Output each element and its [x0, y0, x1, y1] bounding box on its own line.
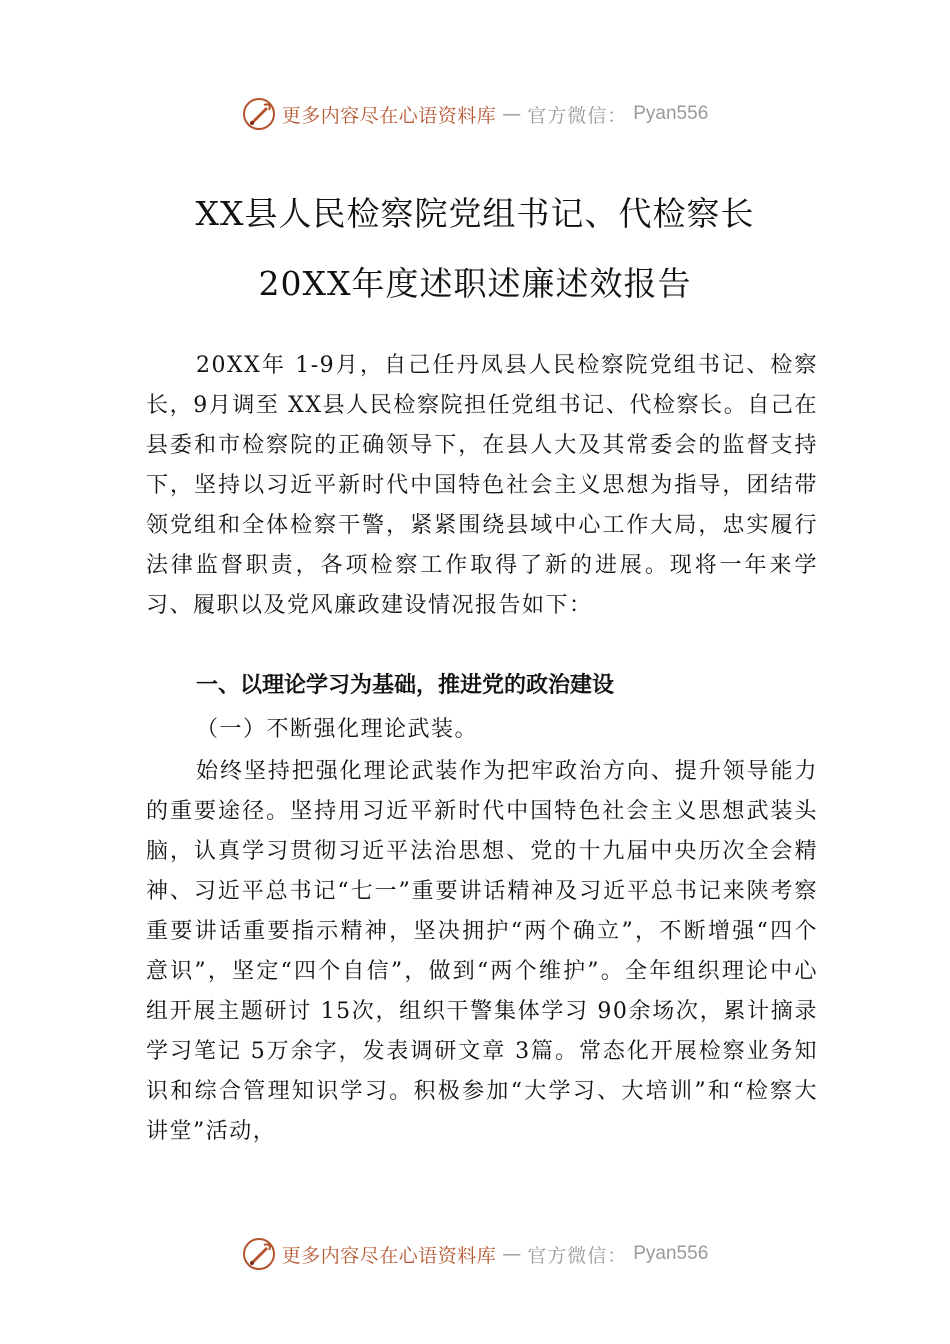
watermark-wechat-label: 官方微信： [527, 1244, 628, 1267]
subsection-1-heading: （一）不断强化理论武装。 [196, 717, 479, 742]
watermark-brand-text: 更多内容尽在心语资料库 [281, 1244, 497, 1267]
watermark-brand-text: 更多内容尽在心语资料库 [281, 104, 497, 127]
watermark-wechat-id: Pyan556 [633, 1243, 709, 1264]
quill-pen-logo-icon [242, 97, 276, 131]
intro-paragraph: 20XX年 1-9月，自己任丹凤县人民检察院党组书记、检察长，9月调至 XX县人民检察院担任党组书记、代检察长。自己在县委和市检察院的正确领导下，在县人大及其常委会的监督支持下，坚持以习近平新时代中国特色社会主义思想为指导，团结带领党组和全体检察干警，紧紧围绕县域中心工作大局，忠实履行法律监督职责，各项检察工作取得了新的进展。现将一年来学习、履职以及党风廉政建设情况报告如下： [146, 353, 818, 618]
watermark-wechat-id: Pyan556 [633, 103, 709, 124]
subsection-1-paragraph: 始终坚持把强化理论武装作为把牢政治方向、提升领导能力的重要途径。坚持用习近平新时代中国特色社会主义思想武装头脑，认真学习贯彻习近平法治思想、党的十九届中央历次全会精神、习近平总书记“七一”重要讲话精神及习近平总书记来陕考察重要讲话重要指示精神，坚决拥护“两个确立”，不断增强“四个意识”，坚定“四个自信”，做到“两个维护”。全年组织理论中心组开展主题研讨 15次，组织干警集体学习 90余场次，累计摘录学习笔记 5万余字，发表调研文章 3篇。常态化开展检察业务知识和综合管理知识学习。积极参加“大学习、大培训”和“检察大讲堂”活动， [146, 759, 818, 1144]
section-1-heading: 一、以理论学习为基础，推进党的政治建设 [196, 673, 615, 698]
document-title-line-1: XX县人民检察院党组书记、代检察长 [195, 194, 755, 233]
watermark-separator: — [502, 1243, 522, 1265]
watermark-separator: — [502, 103, 522, 125]
quill-pen-logo-icon [242, 1237, 276, 1271]
header-watermark [0, 94, 950, 134]
footer-watermark [0, 1234, 950, 1274]
watermark-wechat-label: 官方微信： [527, 104, 628, 127]
document-title-line-2: 20XX年度述职述廉述效报告 [258, 264, 692, 303]
